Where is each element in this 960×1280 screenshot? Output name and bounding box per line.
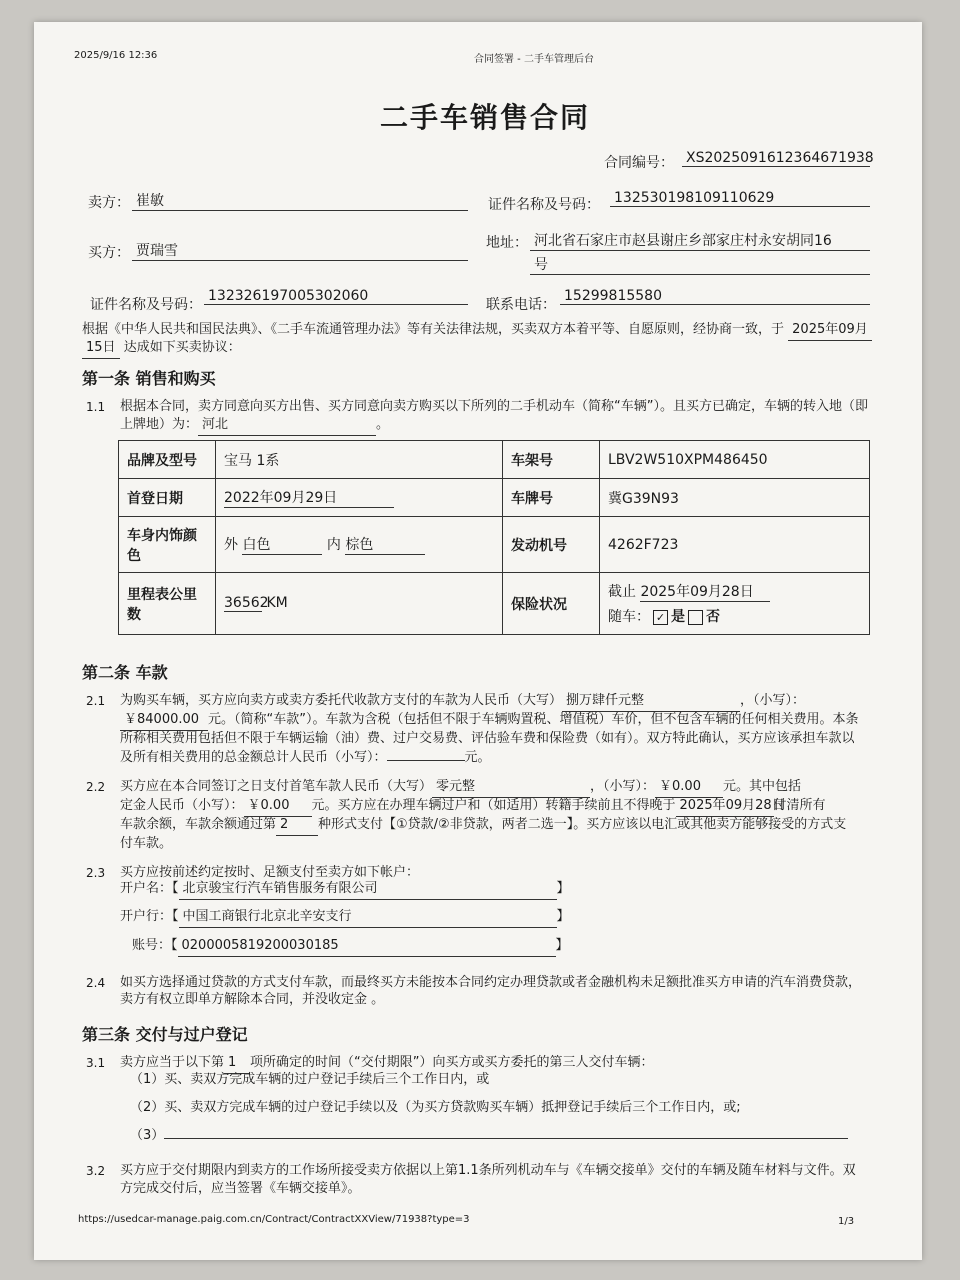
- clause-3-1-opt1: （1）买、卖双方完成车辆的过户登记手续后三个工作日内，或: [130, 1072, 490, 1087]
- phone: 15299815580: [560, 288, 870, 305]
- mileage-cell: 36562 KM: [216, 573, 503, 635]
- address-line1: 河北省石家庄市赵县谢庄乡部家庄村永安胡同16: [530, 230, 870, 251]
- clause-3-1-text: 卖方应当于以下第 1 项所确定的时间（“交付期限”）向买方或买方委托的第三人交付车辆：: [120, 1053, 654, 1074]
- clause-2-3-num: 2.3: [86, 866, 106, 880]
- clause-2-2-line4: 付车款。: [120, 836, 173, 851]
- clause-2-1-num: 2.1: [86, 694, 106, 708]
- seller-id-label: 证件名称及号码：: [488, 197, 600, 213]
- clause-2-2-line3: 车款余额，车款余额通过第 2 种形式支付【①贷款/②非贷款，两者二选一】。买方应该以电汇或其他卖方能够接受的方式支: [120, 815, 846, 836]
- address-line2: 号: [530, 254, 870, 275]
- clause-2-1-line3: 所称相关费用包括但不限于车辆运输（油）费、过户交易费、评估验车费和保险费（如有）。双方特此确认，买方应该承担车款以: [120, 731, 855, 746]
- buyer-id-label: 证件名称及号码：: [90, 297, 202, 313]
- print-datetime: 2025/9/16 12:36: [74, 50, 158, 61]
- account-bank: 中国工商银行北京北辛安支行: [179, 907, 557, 928]
- plate-label: 车牌号: [503, 479, 600, 517]
- insurance-cell: 截止 2025年09月28日 随车： ✓ 是 否: [600, 573, 870, 635]
- engine-label: 发动机号: [503, 517, 600, 573]
- insurance-label: 保险状况: [503, 573, 600, 635]
- clause-2-2-num: 2.2: [86, 780, 106, 794]
- clause-2-3-text: 买方应按前述约定按时、足额支付至卖方如下帐户：: [120, 865, 420, 880]
- clause-2-4-line2: 卖方有权立即单方解除本合同，并没收定金 。: [120, 992, 385, 1007]
- plate-value: 冀G39N93: [600, 479, 870, 517]
- color-label: 车身内饰颜色: [119, 517, 216, 573]
- buyer-name: 贾瑞雪: [132, 240, 468, 261]
- article3-title: 第三条 交付与过户登记: [82, 1025, 248, 1044]
- doc-title: 二手车销售合同: [380, 101, 591, 134]
- color-cell: 外 白色 内 棕色: [216, 517, 503, 573]
- preamble: 根据《中华人民共和国民法典》、《二手车流通管理办法》等有关法律法规，买卖双方本着平等、自愿原则，经协商一致，于 2025年09月: [82, 320, 872, 341]
- footer-url: https://usedcar-manage.paig.com.cn/Contract/ContractXXView/71938?type=3: [78, 1214, 470, 1225]
- clause-2-4-num: 2.4: [86, 976, 106, 990]
- print-site-title: 合同签署 - 二手车管理后台: [474, 54, 594, 65]
- contract-no-label: 合同编号：: [604, 155, 674, 171]
- article1-title: 第一条 销售和购买: [82, 369, 216, 388]
- reg-date-value: 2022年09月29日: [224, 487, 394, 508]
- account-no: 0200005819200030185: [178, 936, 556, 957]
- clause-3-2-line1: 买方应于交付期限内到卖方的工作场所接受卖方依据以上第1.1条所列机动车与《车辆交接单》交付的车辆及随车材料与文件。双: [120, 1163, 856, 1178]
- engine-value: 4262F723: [600, 517, 870, 573]
- mileage-value: 36562: [224, 595, 269, 611]
- clause-3-2-line2: 方完成交付后，应当签署《车辆交接单》。: [120, 1181, 361, 1196]
- address-label: 地址：: [486, 235, 528, 251]
- buyer-label: 买方：: [88, 245, 130, 261]
- clause-2-1-line2: ￥84000.00 元。（简称“车款”）。车款为含税（包括但不限于车辆购置税、增值税）车价，但不包含车辆的任何相关费用。本条: [120, 710, 858, 731]
- clause-3-1-opt3: （3）: [130, 1122, 848, 1146]
- seller-label: 卖方：: [88, 195, 130, 211]
- interior-color: 棕色: [345, 534, 425, 555]
- clause-3-2-num: 3.2: [86, 1164, 106, 1178]
- buyer-id: 132326197005302060: [204, 288, 468, 305]
- insurance-no-checkbox[interactable]: [688, 610, 703, 625]
- mileage-label: 里程表公里数: [119, 573, 216, 635]
- clause-3-1-opt2: （2）买、卖双方完成车辆的过户登记手续以及（为买方贷款购买车辆）抵押登记手续后三个工作日内，或;: [130, 1100, 741, 1115]
- account-name-row: 开户名：【 北京骏宝行汽车销售服务有限公司 】: [120, 879, 570, 900]
- exterior-color: 白色: [242, 534, 322, 555]
- footer-page-number: 1/3: [838, 1216, 855, 1227]
- vin-value: LBV2W510XPM486450: [600, 441, 870, 479]
- clause-2-2-line2: 定金人民币（小写）： ￥0.00 元。买方应在办理车辆过户和（如适用）转籍手续前且不得晚于 2025年09月28日付清所有: [120, 796, 826, 817]
- account-bank-row: 开户行：【 中国工商银行北京北辛安支行 】: [120, 907, 570, 928]
- account-no-row: 账号：【 0200005819200030185 】: [132, 936, 569, 957]
- insurance-yes-checkbox[interactable]: ✓: [653, 610, 668, 625]
- article2-title: 第二条 车款: [82, 663, 168, 682]
- clause-2-4-line1: 如买方选择通过贷款的方式支付车款，而最终买方未能按本合同约定办理贷款或者金融机构未足额批准买方申请的汽车消费贷款，: [120, 975, 862, 990]
- brand-label: 品牌及型号: [119, 441, 216, 479]
- clause-2-1-line4: 及所有相关费用的总金额总计人民币（小写）： 元。: [120, 750, 491, 765]
- preamble-cont: 15日 达成如下买卖协议：: [82, 338, 241, 359]
- clause-2-2-line1: 买方应在本合同签订之日支付首笔车款人民币（大写） 零元整 ，（小写）： ￥0.00 元。其中包括: [120, 777, 801, 798]
- clause-2-1-line1: 为购买车辆，买方应向卖方或卖方委托代收款方支付的车款为人民币（大写） 捌万肆仟元整 ，（小写）：: [120, 691, 805, 712]
- reg-date-cell: [216, 479, 503, 517]
- vehicle-table: [118, 440, 870, 635]
- phone-label: 联系电话：: [486, 297, 556, 313]
- clause-3-1-num: 3.1: [86, 1056, 106, 1070]
- seller-id: 132530198109110629: [610, 190, 870, 207]
- brand-value: 宝马 1系: [216, 441, 503, 479]
- contract-no: XS2025091612364671938: [682, 150, 870, 167]
- account-name: 北京骏宝行汽车销售服务有限公司: [179, 879, 557, 900]
- clause-1-1-text: 根据本合同，卖方同意向买方出售、买方同意向卖方购买以下所列的二手机动车（简称“车辆”）。且买方已确定，车辆的转入地（即: [120, 399, 868, 414]
- insurance-until: 2025年09月28日: [640, 581, 770, 602]
- vin-label: 车架号: [503, 441, 600, 479]
- contract-page: [34, 22, 922, 1260]
- clause-1-1-num: 1.1: [86, 400, 106, 414]
- seller-name: 崔敏: [132, 190, 468, 211]
- clause-1-1-text-cont: 上牌地）为： 河北 。: [120, 415, 389, 436]
- reg-date-label: 首登日期: [119, 479, 216, 517]
